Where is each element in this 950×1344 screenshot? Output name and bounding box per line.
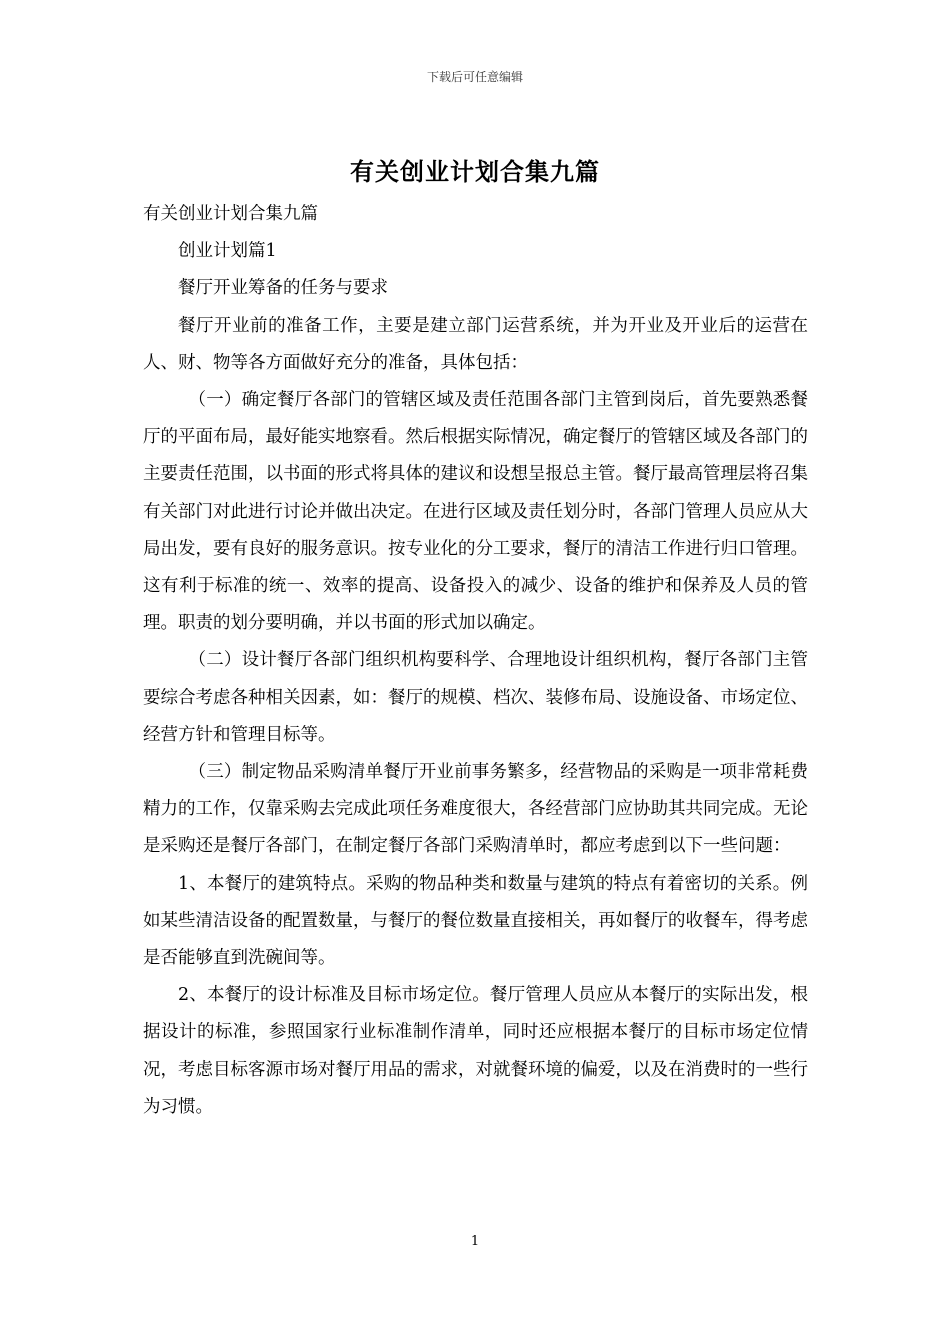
topic-heading: 餐厅开业筹备的任务与要求	[178, 278, 388, 299]
document-title: 有关创业计划合集九篇	[350, 157, 600, 186]
document-body	[143, 196, 808, 1126]
header-note: 下载后可任意编辑	[426, 70, 523, 84]
body-paragraph: （一）确定餐厅各部门的管辖区域及责任范围各部门主管到岗后，首先要熟悉餐厅的平面布局，最好能实地察看。然后根据实际情况，确定餐厅的管辖区域及各部门的主要责任范围，以书面的形式将具体的建议和设想呈报总主管。餐厅最高管理层将召集有关部门对此进行讨论并做出决定。在进行区域及责任划分时，各部门管理人员应从大局出发，要有良好的服务意识。按专业化的分工要求，餐厅的清洁工作进行归口管理。这有利于标准的统一、效率的提高、设备投入的减少、设备的维护和保养及人员的管理。职责的划分要明确，并以书面的形式加以确定。	[143, 390, 808, 634]
page-number: 1	[470, 1234, 480, 1249]
body-paragraph: 1、本餐厅的建筑特点。采购的物品种类和数量与建筑的特点有着密切的关系。例如某些清洁设备的配置数量，与餐厅的餐位数量直接相关，再如餐厅的收餐车，得考虑是否能够直到洗碗间等。	[143, 873, 808, 969]
subtitle-paragraph: 有关创业计划合集九篇	[143, 204, 318, 224]
body-paragraph: （二）设计餐厅各部门组织机构要科学、合理地设计组织机构，餐厅各部门主管要综合考虑各种相关因素，如：餐厅的规模、档次、装修布局、设施设备、市场定位、经营方针和管理目标等。	[143, 650, 808, 745]
body-paragraph: （三）制定物品采购清单餐厅开业前事务繁多，经营物品的采购是一项非常耗费精力的工作，仅靠采购去完成此项任务难度很大，各经营部门应协助其共同完成。无论是采购还是餐厅各部门，在制定餐厅各部门采购清单时，都应考虑到以下一些问题：	[143, 762, 808, 857]
section-heading: 创业计划篇1	[178, 241, 277, 262]
body-paragraph: 2、本餐厅的设计标准及目标市场定位。餐厅管理人员应从本餐厅的实际出发，根据设计的标准，参照国家行业标准制作清单，同时还应根据本餐厅的目标市场定位情况，考虑目标客源市场对餐厅用品的需求，对就餐环境的偏爱，以及在消费时的一些行为习惯。	[143, 985, 808, 1117]
body-paragraph: 餐厅开业前的准备工作，主要是建立部门运营系统，并为开业及开业后的运营在人、财、物等各方面做好充分的准备，具体包括：	[143, 315, 808, 373]
